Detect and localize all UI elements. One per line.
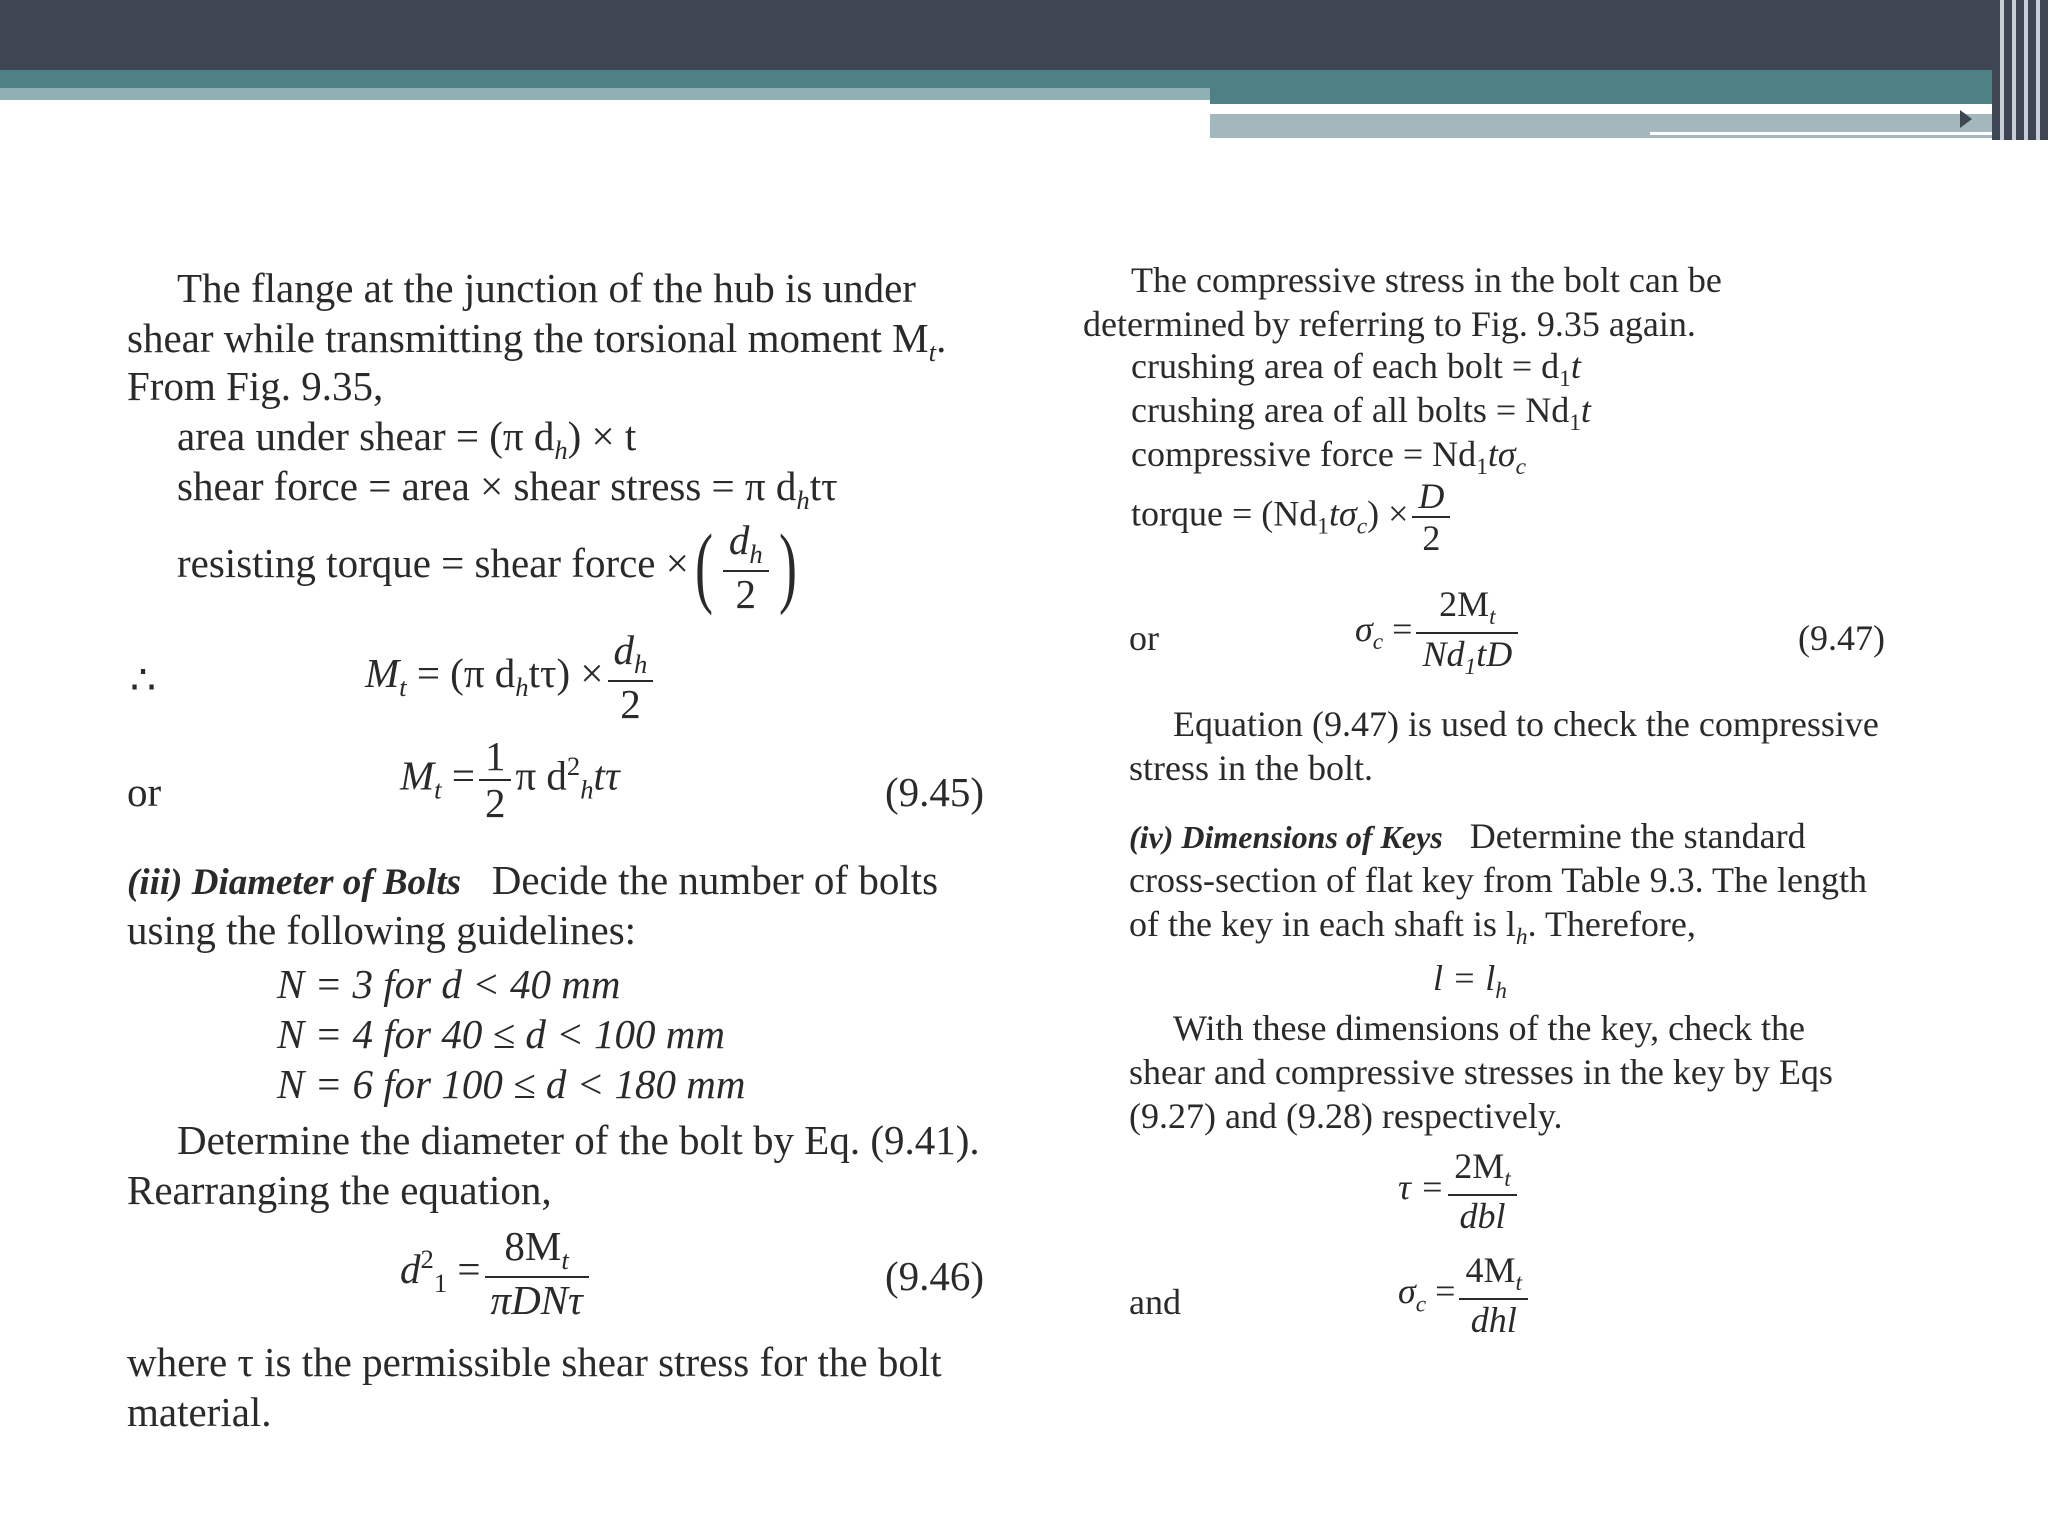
right-para1-line2: determined by referring to Fig. 9.35 again. [1083, 304, 1696, 344]
section-iii-line1: (iii) Diameter of Bolts Decide the number of bolts [127, 857, 939, 903]
or-label-1: or [127, 769, 162, 815]
header-stripe-teal [0, 70, 2000, 88]
tau-equation: τ = $\frac{2M_t}{\text{dbl}}$ [1398, 1148, 1521, 1234]
area-under-shear: area under shear = (π $d_h) \times t$ [177, 413, 637, 466]
shear-force: shear force = area × shear stress = π $d_ht\tau$ [177, 463, 838, 516]
bolt-rule-2: N = 4 for 40 ≤ d < 100 mm [277, 1011, 725, 1057]
section-iv-line3: of the key in each shaft is $l_h$. Therefore, [1129, 904, 1696, 951]
resisting-torque: resisting torque = shear force ×( $\frac{d_h}{2}$ ) [177, 517, 797, 617]
section-iv-line1: (iv) Dimensions of Keys Determine the standard [1129, 816, 1806, 856]
corner-bar [2000, 0, 2004, 140]
torque-equation: torque = $(Nd_1t\sigma_c)$ × $\frac{D}{2}$ [1131, 478, 1454, 556]
left-para1-line2: shear while transmitting the torsional moment $M_t$. [127, 315, 947, 368]
left-para1-line1: The flange at the junction of the hub is under [177, 265, 916, 311]
section-iii-line2: using the following guidelines: [127, 907, 637, 953]
right-para1-line1: The compressive stress in the bolt can be [1131, 260, 1722, 300]
eq-number-947: (9.47) [1798, 618, 1885, 658]
corner-bar [2024, 0, 2028, 140]
mt-equation-1: $M_t = (\pi$ $d_ht\tau$) × $\frac{d_h}{2}$ [365, 630, 657, 725]
header-bar [0, 0, 2048, 70]
section-iv-line2: cross-section of flat key from Table 9.3. The length [1129, 860, 1867, 900]
header-line [1650, 132, 2010, 135]
with-dims-line1: With these dimensions of the key, check the [1173, 1008, 1806, 1048]
corner-bar [2012, 0, 2016, 140]
with-dims-line3: (9.27) and (9.28) respectively. [1129, 1096, 1563, 1136]
sigma-c-key-equation: $\sigma_c$ = $\frac{4M_t}{\text{dhl}}$ [1398, 1252, 1532, 1338]
with-dims-line2: shear and compressive stresses in the key by Eqs [1129, 1052, 1833, 1092]
eq-use-line1: Equation (9.47) is used to check the compressive [1173, 704, 1879, 744]
determine-line2: Rearranging the equation, [127, 1167, 552, 1213]
crushing-area-all: crushing area of all bolts = $Nd_1t$ [1131, 390, 1591, 437]
where-line1: where τ is the permissible shear stress for the bolt [127, 1339, 942, 1385]
header-stripe-teal-right [1210, 88, 2000, 104]
header-stripe-white [1210, 104, 1900, 114]
d1-equation: $d^2_1$ = $\frac{8M_t}{\text{πDNτ}}$ [400, 1226, 593, 1321]
header-corner-bars [1992, 0, 2048, 140]
and-label: and [1129, 1282, 1181, 1322]
mt-equation-2: $M_t$ = $\frac{1}{2}$ π $d^2_ht\tau$ [400, 733, 620, 826]
header-arrow-icon [1960, 110, 1972, 128]
eq-number-946: (9.46) [885, 1253, 985, 1299]
eq-number-945: (9.45) [885, 769, 985, 815]
corner-bar [2036, 0, 2040, 140]
header-stripe-light [0, 88, 1210, 100]
where-line2: material. [127, 1389, 272, 1435]
bolt-rule-3: N = 6 for 100 ≤ d < 180 mm [277, 1061, 746, 1107]
l-equals-lh: $l = l_h$ [1433, 958, 1507, 1005]
eq-use-line2: stress in the bolt. [1129, 748, 1373, 788]
or-label-2: or [1129, 618, 1159, 658]
determine-line1: Determine the diameter of the bolt by Eq. (9.41). [177, 1117, 980, 1163]
bolt-rule-1: N = 3 for d < 40 mm [277, 961, 621, 1007]
left-para1-line3: From Fig. 9.35, [127, 363, 384, 409]
therefore-symbol: ∴ [130, 657, 157, 703]
sigma-c-equation: $\sigma_c$ = $\frac{2M_t}{Nd_1tD}$ [1355, 586, 1522, 679]
compressive-force: compressive force = $Nd_1t\sigma_c$ [1131, 434, 1527, 481]
crushing-area-each: crushing area of each bolt = $d_1t$ [1131, 346, 1581, 393]
